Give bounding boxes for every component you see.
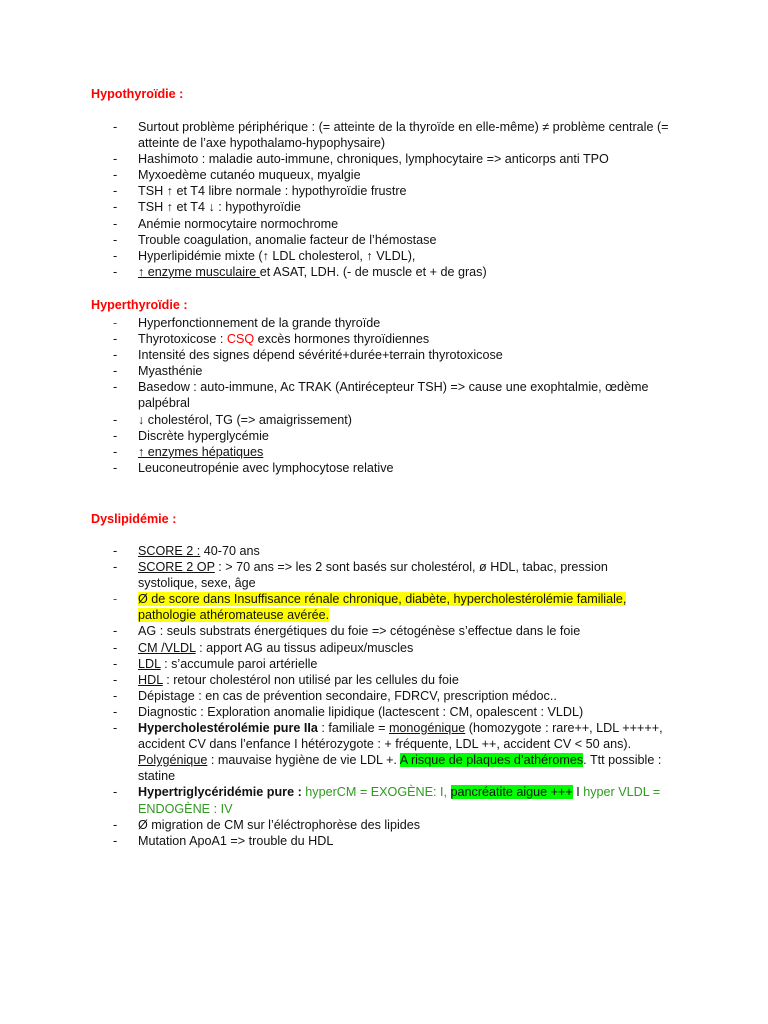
bullet-dash: - — [113, 120, 118, 134]
list-item-text: A risque de plaques d’athéromes — [399, 753, 584, 768]
list-hyperthyroidie — [0, 315, 768, 476]
list-item — [0, 817, 670, 833]
list-item-text: Hypertriglycéridémie pure : — [138, 785, 302, 800]
list-item-text: HDL — [138, 672, 163, 687]
list-item-text: Basedow : auto-immune, Ac TRAK (Antirécepteur TSH) => cause une exophtalmie, œdème palpébral — [138, 380, 649, 411]
list-item-text: SCORE 2 OP — [138, 560, 215, 575]
list-item-text: monogénique — [388, 721, 466, 736]
list-item-text: LDL — [138, 656, 161, 671]
bullet-dash: - — [113, 316, 118, 330]
list-item-text: Anémie normocytaire normochrome — [138, 216, 339, 231]
list-item — [0, 656, 670, 672]
list-item-text: SCORE 2 : — [138, 544, 201, 558]
bullet-dash: - — [113, 428, 118, 443]
bullet-dash: - — [113, 332, 118, 347]
bullet-dash: - — [113, 592, 118, 607]
list-hypothyroidie — [0, 119, 768, 280]
list-item-text: Surtout problème périphérique : (= atteinte de la thyroïde en elle-même) ≠ problème centrale (= atteinte de l’axe hypothalamo-hypophysaire) — [138, 120, 669, 151]
list-item-text: et ASAT, LDH. (- de muscle et + de gras) — [259, 264, 487, 279]
list-item — [0, 199, 670, 215]
list-item — [0, 559, 670, 591]
list-item — [0, 167, 670, 183]
bullet-dash: - — [113, 640, 118, 655]
list-item-text: Thyrotoxicose : — [138, 332, 227, 347]
list-item-text: hyper VLDL = ENDOGÈNE : IV — [138, 785, 661, 816]
bullet-dash: - — [113, 348, 118, 363]
list-item-text: Hyperlipidémie mixte (↑ LDL cholesterol, ↑ VLDL), — [138, 248, 416, 263]
list-item — [0, 379, 670, 411]
list-item-text: Polygénique — [138, 753, 208, 768]
list-item-text: : > 70 ans => les 2 sont basés sur cholestérol, ø HDL, tabac, pression systolique, sexe, âge — [138, 560, 608, 591]
list-item — [0, 704, 670, 720]
list-item-text: hyperCM = EXOGÈNE: I, — [301, 785, 451, 800]
bullet-dash: - — [113, 560, 118, 575]
bullet-dash: - — [113, 232, 118, 247]
bullet-dash: - — [113, 624, 118, 639]
list-item — [0, 543, 670, 559]
list-item-text: 40-70 ans — [200, 544, 260, 558]
list-item-text: : apport AG au tissus adipeux/muscles — [195, 640, 414, 655]
list-item — [0, 119, 670, 151]
list-item-text: TSH ↑ et T4 libre normale : hypothyroïdie frustre — [138, 184, 407, 199]
list-item-text: : familiale = — [317, 721, 389, 736]
list-item-text: ↑ enzyme musculaire — [138, 264, 260, 279]
bullet-dash: - — [113, 704, 118, 719]
list-item-text: Hashimoto : maladie auto-immune, chroniques, lymphocytaire => anticorps anti TPO — [138, 152, 609, 167]
list-item — [0, 412, 670, 428]
list-item-text: ↓ cholestérol, TG (=> amaigrissement) — [138, 412, 352, 427]
list-item — [0, 264, 670, 280]
bullet-dash: - — [113, 544, 118, 558]
list-item-text: . Ttt possible : statine — [138, 753, 662, 784]
bullet-dash: - — [113, 216, 118, 231]
bullet-dash: - — [113, 380, 118, 395]
list-item — [0, 623, 670, 639]
list-item — [0, 151, 670, 167]
bullet-dash: - — [113, 184, 118, 199]
list-item-text: : s’accumule paroi artérielle — [160, 656, 318, 671]
list-item-text: Myasthénie — [138, 364, 203, 379]
list-item-text: CSQ — [226, 332, 255, 347]
bullet-dash: - — [113, 168, 118, 183]
list-item — [0, 460, 670, 476]
list-item — [0, 591, 670, 623]
bullet-dash: - — [113, 264, 118, 279]
list-item — [0, 833, 670, 849]
bullet-dash: - — [113, 817, 118, 832]
list-item-text: TSH ↑ et T4 ↓ : hypothyroïdie — [138, 200, 301, 215]
bullet-dash: - — [113, 444, 118, 459]
bullet-dash: - — [113, 688, 118, 703]
list-item-text: CM /VLDL — [138, 640, 196, 655]
list-item-text: Trouble coagulation, anomalie facteur de l’hémostase — [138, 232, 437, 247]
list-item-text: (homozygote : rare++, LDL +++++, accident CV dans l’enfance I hétérozygote : + fréquente, LDL ++, accident CV < 50 ans). — [138, 721, 663, 752]
list-item-text: Leuconeutropénie avec lymphocytose relative — [138, 460, 394, 475]
list-item — [0, 640, 670, 656]
bullet-dash: - — [113, 672, 118, 687]
list-item-text: Dépistage : en cas de prévention secondaire, FDRCV, prescription médoc.. — [138, 688, 557, 703]
bullet-dash: - — [113, 412, 118, 427]
bullet-dash: - — [113, 833, 118, 848]
list-item-text: ↑ enzymes hépatiques — [138, 444, 264, 459]
list-item — [0, 363, 670, 379]
list-item — [0, 216, 670, 232]
section-heading-hyperthyroidie: Hyperthyroïdie : — [91, 298, 188, 312]
list-item — [0, 183, 670, 199]
list-item — [0, 347, 670, 363]
bullet-dash: - — [113, 200, 118, 215]
list-dyslipidemie — [0, 543, 768, 849]
bullet-dash: - — [113, 721, 118, 736]
bullet-dash: - — [113, 656, 118, 671]
list-item — [0, 720, 670, 784]
list-item — [0, 232, 670, 248]
list-item-text: Discrète hyperglycémie — [138, 428, 269, 443]
list-item — [0, 248, 670, 264]
bullet-dash: - — [113, 364, 118, 379]
list-item-text: Ø de score dans Insuffisance rénale chronique, diabète, hypercholestérolémie familiale, pathologie athéromateuse avérée. — [138, 592, 627, 623]
list-item — [0, 444, 670, 460]
list-item-text: Diagnostic : Exploration anomalie lipidique (lactescent : CM, opalescent : VLDL) — [138, 704, 584, 719]
list-item-text: pancréatite aigue +++ — [450, 785, 573, 800]
list-item-text: Mutation ApoA1 => trouble du HDL — [138, 833, 334, 848]
list-item-text: Hyperfonctionnement de la grande thyroïde — [138, 316, 381, 330]
bullet-dash: - — [113, 248, 118, 263]
list-item-text: Ø migration de CM sur l’éléctrophorèse des lipides — [138, 817, 421, 832]
section-heading-hypothyroidie: Hypothyroïdie : — [91, 87, 184, 101]
list-item — [0, 672, 670, 688]
list-item — [0, 315, 670, 331]
list-item-text: AG : seuls substrats énergétiques du foie => cétogénèse s’effectue dans le foie — [138, 624, 581, 639]
bullet-dash: - — [113, 152, 118, 167]
list-item-text: Myxoedème cutanéo muqueux, myalgie — [138, 168, 361, 183]
list-item — [0, 688, 670, 704]
list-item-text: Intensité des signes dépend sévérité+durée+terrain thyrotoxicose — [138, 348, 503, 363]
list-item-text: : mauvaise hygiène de vie LDL +. — [207, 753, 400, 768]
list-item-text: excès hormones thyroïdiennes — [254, 332, 430, 347]
bullet-dash: - — [113, 785, 118, 800]
list-item-text: I — [572, 785, 584, 800]
section-heading-dyslipidemie: Dyslipidémie : — [91, 512, 177, 526]
bullet-dash: - — [113, 460, 118, 475]
list-item — [0, 331, 670, 347]
list-item-text: Hypercholestérolémie pure IIa — [138, 721, 318, 736]
list-item-text: : retour cholestérol non utilisé par les cellules du foie — [162, 672, 459, 687]
list-item — [0, 784, 670, 816]
list-item — [0, 428, 670, 444]
